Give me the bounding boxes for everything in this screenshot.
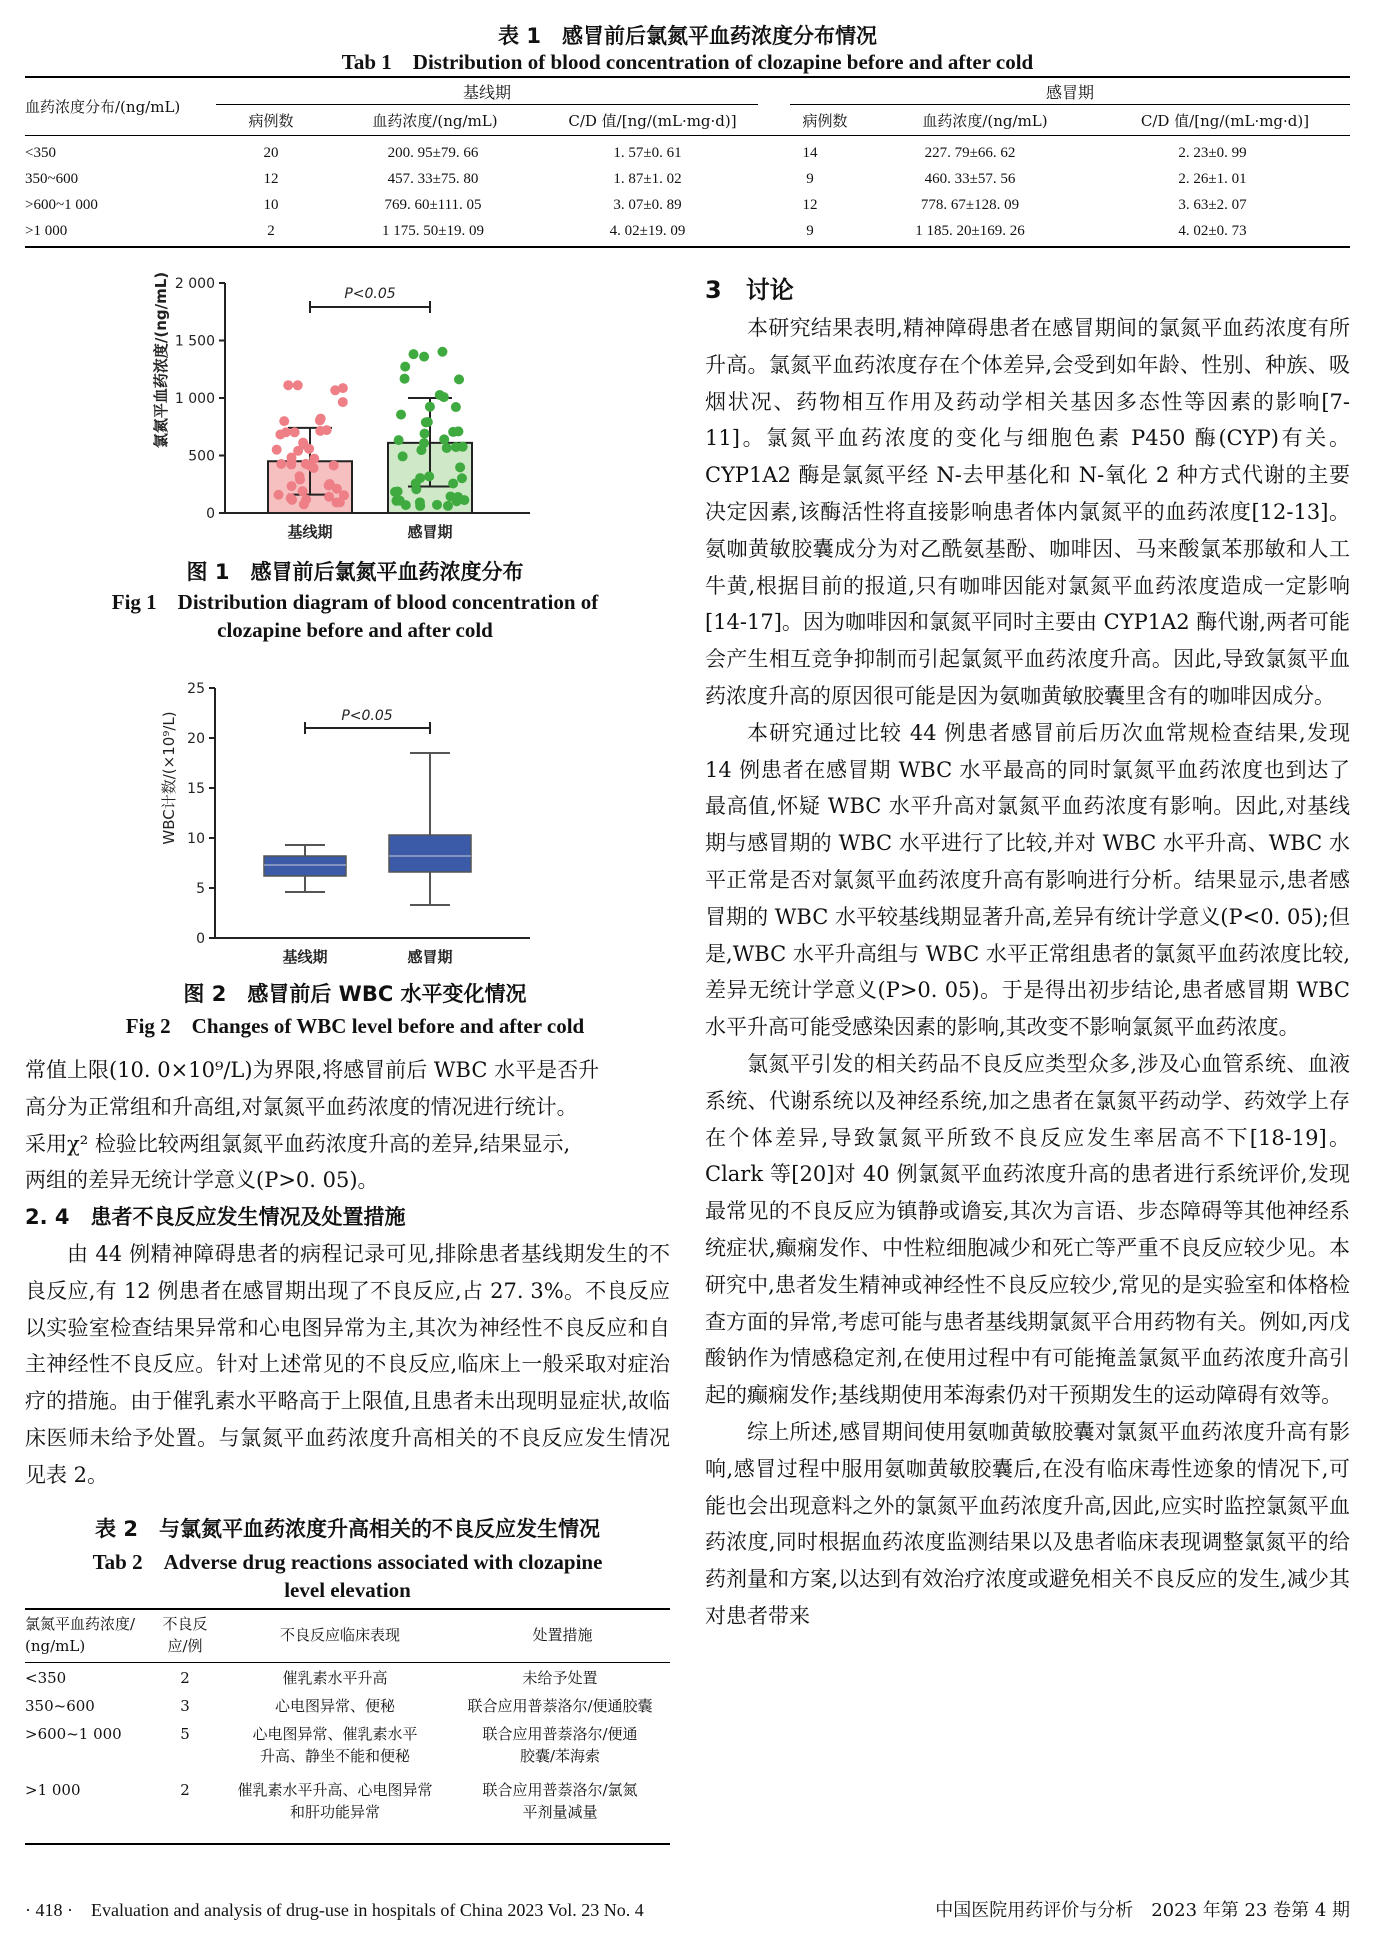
fig1-point xyxy=(458,442,468,452)
fig1-point xyxy=(442,443,452,453)
paragraph: 本研究结果表明,精神障碍患者在感冒期间的氯氮平血药浓度有所升高。氯氮平血药浓度存在个体差异,会受到如年龄、性别、种族、吸烟状况、药物相互作用及药动学相关基因多态性等因素的影响[7-11]。氯氮平血药浓度的变化与细胞色素 P450 酶(CYP)有关。CYP1A2 酶是氯氮平经 N-去甲基化和 N-氧化 2 种方式代谢的主要决定因素,该酶活性将直接影响患者体内氯氮平的血药浓度[12-13]。氨咖黄敏胶囊成分为对乙酰氨基酚、咖啡因、马来酸氯苯那敏和人工牛黄,根据目前的报道,只有咖啡因能对氯氮平血药浓度造成一定影响[14-17]。因为咖啡因和氯氮平同时主要由 CYP1A2 酶代谢,两者可能会产生相互竞争抑制而引起氯氮平血药浓度升高。因此,导致氯氮平血药浓度升高的原因很可能是因为氨咖黄敏胶囊里含有的咖啡因成分。 xyxy=(705,316,1350,708)
table-cell: >1 000 xyxy=(25,1781,81,1799)
table-row xyxy=(25,1723,670,1779)
table-cell: 3. 63±2. 07 xyxy=(1178,196,1247,213)
fig1-point xyxy=(281,427,291,437)
table-cell: >1 000 xyxy=(25,222,68,239)
table-cell: 350~600 xyxy=(25,170,79,187)
table1-group-cold: 感冒期 xyxy=(1045,83,1094,102)
table-cell: 2 xyxy=(267,222,275,239)
fig1-point xyxy=(425,402,435,412)
table-cell: 12 xyxy=(263,170,279,187)
fig1-point xyxy=(457,473,467,483)
footer-right: 中国医院用药评价与分析 2023 年第 23 卷第 4 期 xyxy=(935,1900,1350,1921)
fig1-point xyxy=(396,410,406,420)
fig1-point xyxy=(315,415,325,425)
fig1-point xyxy=(299,499,309,509)
table-cell: 1. 87±1. 02 xyxy=(613,170,682,187)
table2-caption-cn: 表 2 与氯氮平血药浓度升高相关的不良反应发生情况 xyxy=(95,1517,600,1541)
fig1-caption-en: Fig 1 Distribution diagram of blood concentration of xyxy=(111,590,599,614)
table2-caption-en: level elevation xyxy=(284,1578,411,1602)
fig1-point xyxy=(411,484,421,494)
fig1-point xyxy=(454,374,464,384)
fig1-point xyxy=(287,456,297,466)
fig1-point xyxy=(424,471,434,481)
section-heading-2-4: 2. 4 患者不良反应发生情况及处置措施 xyxy=(25,1205,406,1230)
fig1-xtick-label: 感冒期 xyxy=(407,523,453,541)
fig1-point xyxy=(437,347,447,357)
table2-header-count xyxy=(150,1613,220,1657)
table1-subheader: 血药浓度/(ng/mL) xyxy=(922,112,1048,130)
table-cell: <350 xyxy=(25,144,56,161)
table-cell: 联合应用普萘洛尔/便通 胶囊/苯海索 xyxy=(482,1725,638,1765)
text-line: 采用χ² 检验比较两组氯氮平血药浓度升高的差异,结果显示, xyxy=(25,1131,571,1156)
table-cell: 778. 67±128. 09 xyxy=(920,196,1020,213)
fig2-ytick-label: 20 xyxy=(187,731,205,747)
fig1-point xyxy=(432,500,442,510)
table2-header-rule xyxy=(25,1662,670,1663)
fig1-point xyxy=(451,402,461,412)
fig1-point xyxy=(400,374,410,384)
table2-header-symptoms: 不良反应临床表现 xyxy=(279,1626,400,1644)
table-cell: 2 xyxy=(180,1781,190,1799)
fig1-ytick-label: 1 000 xyxy=(174,391,215,407)
left-column-text xyxy=(25,1052,670,1494)
text-line: 高分为正常组和升高组,对氯氮平血药浓度的情况进行统计。 xyxy=(25,1094,578,1119)
fig1-point xyxy=(420,429,430,439)
table2-caption-en: Tab 2 Adverse drug reactions associated with clozapine xyxy=(92,1550,603,1574)
fig1-point xyxy=(415,497,425,507)
fig2-box xyxy=(389,835,471,872)
table2-header-text: (ng/mL) xyxy=(25,1637,86,1655)
table-row xyxy=(25,218,1350,244)
fig1-point xyxy=(283,380,293,390)
table-row xyxy=(25,166,1350,192)
table-row xyxy=(25,140,1350,166)
table1-group-rule-cold xyxy=(790,104,1350,105)
fig1-ytick-label: 0 xyxy=(206,506,215,522)
table2-header-text: 不良反 xyxy=(162,1615,208,1633)
fig1-ylabel: 氯氮平血药浓度/(ng/mL) xyxy=(152,271,170,449)
table-cell: 1 175. 50±19. 09 xyxy=(382,222,484,239)
table2-top-rule xyxy=(25,1608,670,1610)
table-cell: 2. 23±0. 99 xyxy=(1178,144,1247,161)
table2-header-text: 氯氮平血药浓度/ xyxy=(25,1615,136,1633)
fig1-point xyxy=(435,390,445,400)
table-cell: 227. 79±66. 62 xyxy=(924,144,1016,161)
fig1-ytick-label: 1 500 xyxy=(174,333,215,350)
section-heading-3: 3 讨论 xyxy=(705,276,794,304)
fig2-ylabel: WBC计数/(×10⁹/L) xyxy=(160,711,178,845)
fig1-point xyxy=(287,481,297,491)
fig1-xtick-label: 基线期 xyxy=(287,523,333,541)
table2-body xyxy=(25,1667,670,1835)
paragraph: 本研究通过比较 44 例患者感冒前后历次血常规检查结果,发现 14 例患者在感冒期 WBC 水平最高的同时氯氮平血药浓度也到达了最高值,怀疑 WBC 水平升高对氯氮平血药浓度有影响。因此,对基线期与感冒期的 WBC 水平进行了比较,并对 WBC 水平升高、WBC 水平正常是否对氯氮平血药浓度升高有影响进行分析。结果显示,患者感冒期的 WBC 水平较基线期显著升高,差异有统计学意义(P<0. 05);但是,WBC 水平升高组与 WBC 水平正常组患者的氯氮平血药浓度比较,差异无统计学意义(P>0. 05)。于是得出初步结论,患者感冒期 WBC 水平升高可能受感染因素的影响,其改变不影响氯氮平血药浓度。 xyxy=(705,720,1350,1040)
table1-row-header: 血药浓度分布/(ng/mL) xyxy=(25,98,181,116)
table-cell: 769. 60±111. 05 xyxy=(384,196,482,213)
table2-bottom-rule xyxy=(25,1843,670,1845)
fig1-point xyxy=(298,486,308,496)
fig2-xtick-label: 感冒期 xyxy=(407,948,453,966)
fig1-point xyxy=(419,352,429,362)
table1-caption-en: Tab 1 Distribution of blood concentration of clozapine before and after cold xyxy=(341,50,1034,74)
fig1-point xyxy=(400,362,410,372)
fig1-ytick-label: 2 000 xyxy=(174,276,215,292)
table1-subheader: 病例数 xyxy=(248,112,294,130)
fig2-chart xyxy=(130,670,550,970)
fig1-point xyxy=(322,425,332,435)
table-cell: 1. 57±0. 61 xyxy=(613,144,682,161)
table-cell: 3 xyxy=(180,1697,190,1715)
fig1-point xyxy=(279,416,289,426)
table-row xyxy=(25,1779,670,1835)
table1-subheader: C/D 值/[ng/(mL·mg·d)] xyxy=(568,112,737,130)
fig2-box xyxy=(264,856,346,876)
fig1-point xyxy=(276,459,286,469)
fig1-chart xyxy=(130,265,550,555)
fig2-annotation: P<0.05 xyxy=(341,708,393,724)
fig1-point xyxy=(295,475,305,485)
table-cell: 9 xyxy=(806,222,814,239)
fig1-point xyxy=(335,497,345,507)
fig1-point xyxy=(286,493,296,503)
fig1-point xyxy=(338,397,348,407)
table2-header-actions: 处置措施 xyxy=(532,1626,593,1644)
fig1-point xyxy=(448,478,458,488)
table-row xyxy=(25,1667,670,1695)
fig1-point xyxy=(301,459,311,469)
table-cell: 10 xyxy=(263,196,279,213)
fig1-point xyxy=(415,473,425,483)
table1-group-rule-baseline xyxy=(216,104,758,105)
text-line: 两组的差异无统计学意义(P>0. 05)。 xyxy=(25,1168,379,1193)
paragraph: 综上所述,感冒期间使用氨咖黄敏胶囊对氯氮平血药浓度升高有影响,感冒过程中服用氨咖黄敏胶囊后,在没有临床毒性迹象的情况下,可能也会出现意料之外的氯氮平血药浓度升高,因此,应实时监控氯氮平血药浓度,同时根据血药浓度监测结果以及患者临床表现调整氯氮平的给药剂量和方案,以达到有效治疗浓度或避免相关不良反应的发生,减少其对患者带来 xyxy=(705,1419,1350,1628)
right-column-text xyxy=(705,270,1350,1635)
fig2-caption-en: Fig 2 Changes of WBC level before and after cold xyxy=(125,1014,585,1038)
fig1-point xyxy=(324,480,334,490)
table-cell: 2 xyxy=(180,1669,190,1687)
table-cell: 12 xyxy=(802,196,818,213)
fig1-point xyxy=(324,492,334,502)
table-row xyxy=(25,192,1350,218)
table-cell: 4. 02±0. 73 xyxy=(1178,222,1247,239)
table1-subheader: 血药浓度/(ng/mL) xyxy=(372,112,498,130)
fig1-point xyxy=(455,462,465,472)
table-cell: 20 xyxy=(263,144,279,161)
paragraph: 氯氮平引发的相关药品不良反应类型众多,涉及心血管系统、血液系统、代谢系统以及神经系统,加之患者在氯氮平药动学、药效学上存在个体差异,导致氯氮平所致不良反应发生率居高不下[18-19]。Clark 等[20]对 40 例氯氮平血药浓度升高的患者进行系统评价,发现最常见的不良反应为镇静或谵妄,其次为言语、步态障碍等其他神经系统症状,癫痫发作、中性粒细胞减少和死亡等严重不良反应较少见。本研究中,患者发生精神或神经性不良反应较少,常见的是实验室和体格检查方面的异常,考虑可能与患者基线期氯氮平合用药物有关。例如,丙戊酸钠作为情感稳定剂,在使用过程中有可能掩盖氯氮平血药浓度升高引起的癫痫发作;基线期使用苯海索仍对干预期发生的运动障碍有效等。 xyxy=(705,1051,1350,1408)
fig1-point xyxy=(439,434,449,444)
table-cell: >600~1 000 xyxy=(25,196,98,213)
table-cell: 1 185. 20±169. 26 xyxy=(915,222,1025,239)
table1-body xyxy=(25,140,1350,244)
table1-subheader: C/D 值/[ng/(mL·mg·d)] xyxy=(1140,112,1310,130)
table-cell: 460. 33±57. 56 xyxy=(924,170,1016,187)
table1-header-rule xyxy=(25,135,1350,136)
table2-header-range xyxy=(25,1613,145,1657)
table1-group-baseline: 基线期 xyxy=(462,83,511,102)
fig1-point xyxy=(423,417,433,427)
fig1-point xyxy=(298,438,308,448)
fig1-point xyxy=(329,460,339,470)
table-cell: 催乳素水平升高 xyxy=(282,1669,388,1687)
table-cell: 联合应用普萘洛尔/便通胶囊 xyxy=(467,1697,653,1715)
table-cell: 200. 95±79. 66 xyxy=(387,144,479,161)
fig2-ytick-label: 10 xyxy=(187,831,205,847)
fig1-annotation: P<0.05 xyxy=(344,286,396,302)
fig2-ytick-label: 5 xyxy=(196,881,205,897)
fig1-point xyxy=(390,487,400,497)
fig1-point xyxy=(409,349,419,359)
fig2-caption-cn: 图 2 感冒前后 WBC 水平变化情况 xyxy=(183,982,527,1006)
fig1-point xyxy=(443,501,453,511)
table-cell: 心电图异常、便秘 xyxy=(274,1697,395,1715)
table-cell: 457. 33±75. 80 xyxy=(387,170,479,187)
table-cell: 未给予处置 xyxy=(522,1669,598,1687)
table-cell: 催乳素水平升高、心电图异常 和肝功能异常 xyxy=(237,1781,433,1821)
fig1-point xyxy=(293,380,303,390)
table-cell: 350~600 xyxy=(25,1697,95,1715)
table-cell: 2. 26±1. 01 xyxy=(1178,170,1247,187)
table-row xyxy=(25,1695,670,1723)
text-line: 常值上限(10. 0×10⁹/L)为界限,将感冒前后 WBC 水平是否升 xyxy=(25,1058,600,1082)
table-cell: 14 xyxy=(802,144,818,161)
table1-top-rule xyxy=(25,76,1350,78)
fig1-point xyxy=(394,435,404,445)
table-cell: 5 xyxy=(180,1725,190,1743)
fig2-ytick-label: 0 xyxy=(196,931,205,947)
fig1-point xyxy=(453,492,463,502)
fig1-ytick-label: 500 xyxy=(188,448,215,465)
footer-left: · 418 · Evaluation and analysis of drug-use in hospitals of China 2023 Vol. 23 No. 4 xyxy=(25,1900,644,1920)
table2-header-text: 应/例 xyxy=(167,1637,203,1655)
fig2-xtick-label: 基线期 xyxy=(282,948,328,966)
table1-bottom-rule xyxy=(25,246,1350,248)
fig1-point xyxy=(416,445,426,455)
table-cell: <350 xyxy=(25,1669,67,1687)
table-cell: 3. 07±0. 89 xyxy=(613,196,682,213)
fig1-point xyxy=(395,496,405,506)
table-cell: 9 xyxy=(806,170,814,187)
fig1-point xyxy=(272,445,282,455)
paragraph: 由 44 例精神障碍患者的病程记录可见,排除患者基线期发生的不良反应,有 12 例患者在感冒期出现了不良反应,占 27. 3%。不良反应以实验室检查结果异常和心电图异常为主,其次为神经性不良反应和自主神经性不良反应。针对上述常见的不良反应,临床上一般采取对症治疗的措施。由于催乳素水平略高于上限值,且患者未出现明显症状,故临床医师未给予处置。与氯氮平血药浓度升高相关的不良反应发生情况见表 2。 xyxy=(25,1241,670,1487)
fig1-caption-cn: 图 1 感冒前后氯氮平血药浓度分布 xyxy=(186,560,524,584)
table-cell: 联合应用普萘洛尔/氯氮 平剂量减量 xyxy=(482,1781,638,1821)
fig2-ytick-label: 15 xyxy=(187,781,205,797)
fig1-point xyxy=(453,426,463,436)
table-cell: 心电图异常、催乳素水平 升高、静坐不能和便秘 xyxy=(252,1725,418,1765)
table1-caption-cn: 表 1 感冒前后氯氮平血药浓度分布情况 xyxy=(498,24,877,48)
fig1-point xyxy=(330,385,340,395)
fig1-caption-en: clozapine before and after cold xyxy=(217,618,493,642)
fig1-point xyxy=(398,451,408,461)
table1-subheader: 病例数 xyxy=(802,112,848,130)
table-cell: 4. 02±19. 09 xyxy=(609,222,686,239)
fig1-point xyxy=(274,490,284,500)
fig1-point xyxy=(290,427,300,437)
fig2-ytick-label: 25 xyxy=(187,681,205,697)
table-cell: >600~1 000 xyxy=(25,1725,122,1743)
